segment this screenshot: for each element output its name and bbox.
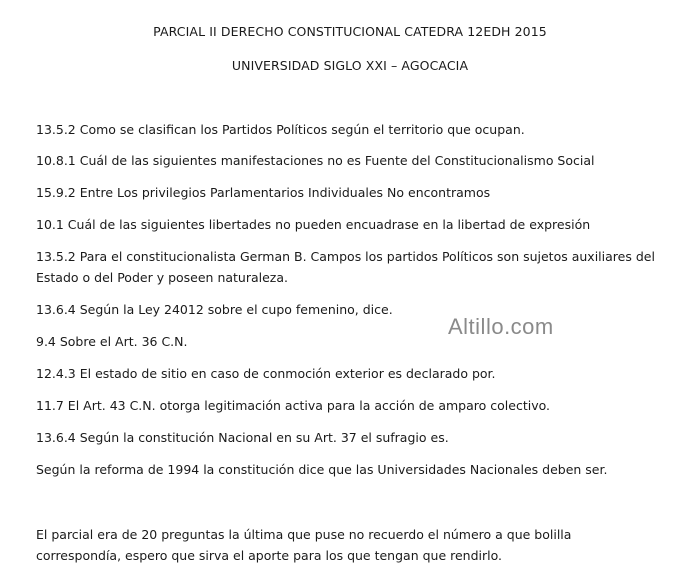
watermark: Altillo.com [448, 314, 554, 339]
question-item: 13.5.2 Para el constitucionalista German B. Campos los partidos Políticos son sujetos auxiliares del Estado o del Poder y poseen naturaleza. [36, 249, 655, 285]
question-item: 11.7 El Art. 43 C.N. otorga legitimación activa para la acción de amparo colectivo. [36, 398, 550, 413]
question-item: 10.1 Cuál de las siguientes libertades no pueden encuadrase en la libertad de expresión [36, 217, 591, 232]
question-item: 9.4 Sobre el Art. 36 C.N. [36, 334, 188, 349]
question-item: 13.6.4 Según la constitución Nacional en su Art. 37 el sufragio es. [36, 430, 449, 445]
page-subtitle: UNIVERSIDAD SIGLO XXI – AGOCACIA [231, 58, 469, 73]
question-item: 13.6.4 Según la Ley 24012 sobre el cupo femenino, dice. [36, 302, 393, 317]
question-item: Según la reforma de 1994 la constitución dice que las Universidades Nacionales deben ser. [36, 462, 608, 477]
question-item: 13.5.2 Como se clasifican los Partidos Políticos según el territorio que ocupan. [36, 122, 525, 137]
question-item: 12.4.3 El estado de sitio en caso de conmoción exterior es declarado por. [36, 366, 496, 381]
closing-note: El parcial era de 20 preguntas la última que puse no recuerdo el número a que bolilla correspondía, espero que sirva el aporte para los que tengan que rendirlo. [36, 527, 572, 563]
question-item: 15.9.2 Entre Los privilegios Parlamentarios Individuales No encontramos [36, 185, 491, 200]
page-title: PARCIAL II DERECHO CONSTITUCIONAL CATEDRA 12EDH 2015 [153, 24, 547, 39]
question-item: 10.8.1 Cuál de las siguientes manifestaciones no es Fuente del Constitucionalismo Social [36, 153, 595, 168]
